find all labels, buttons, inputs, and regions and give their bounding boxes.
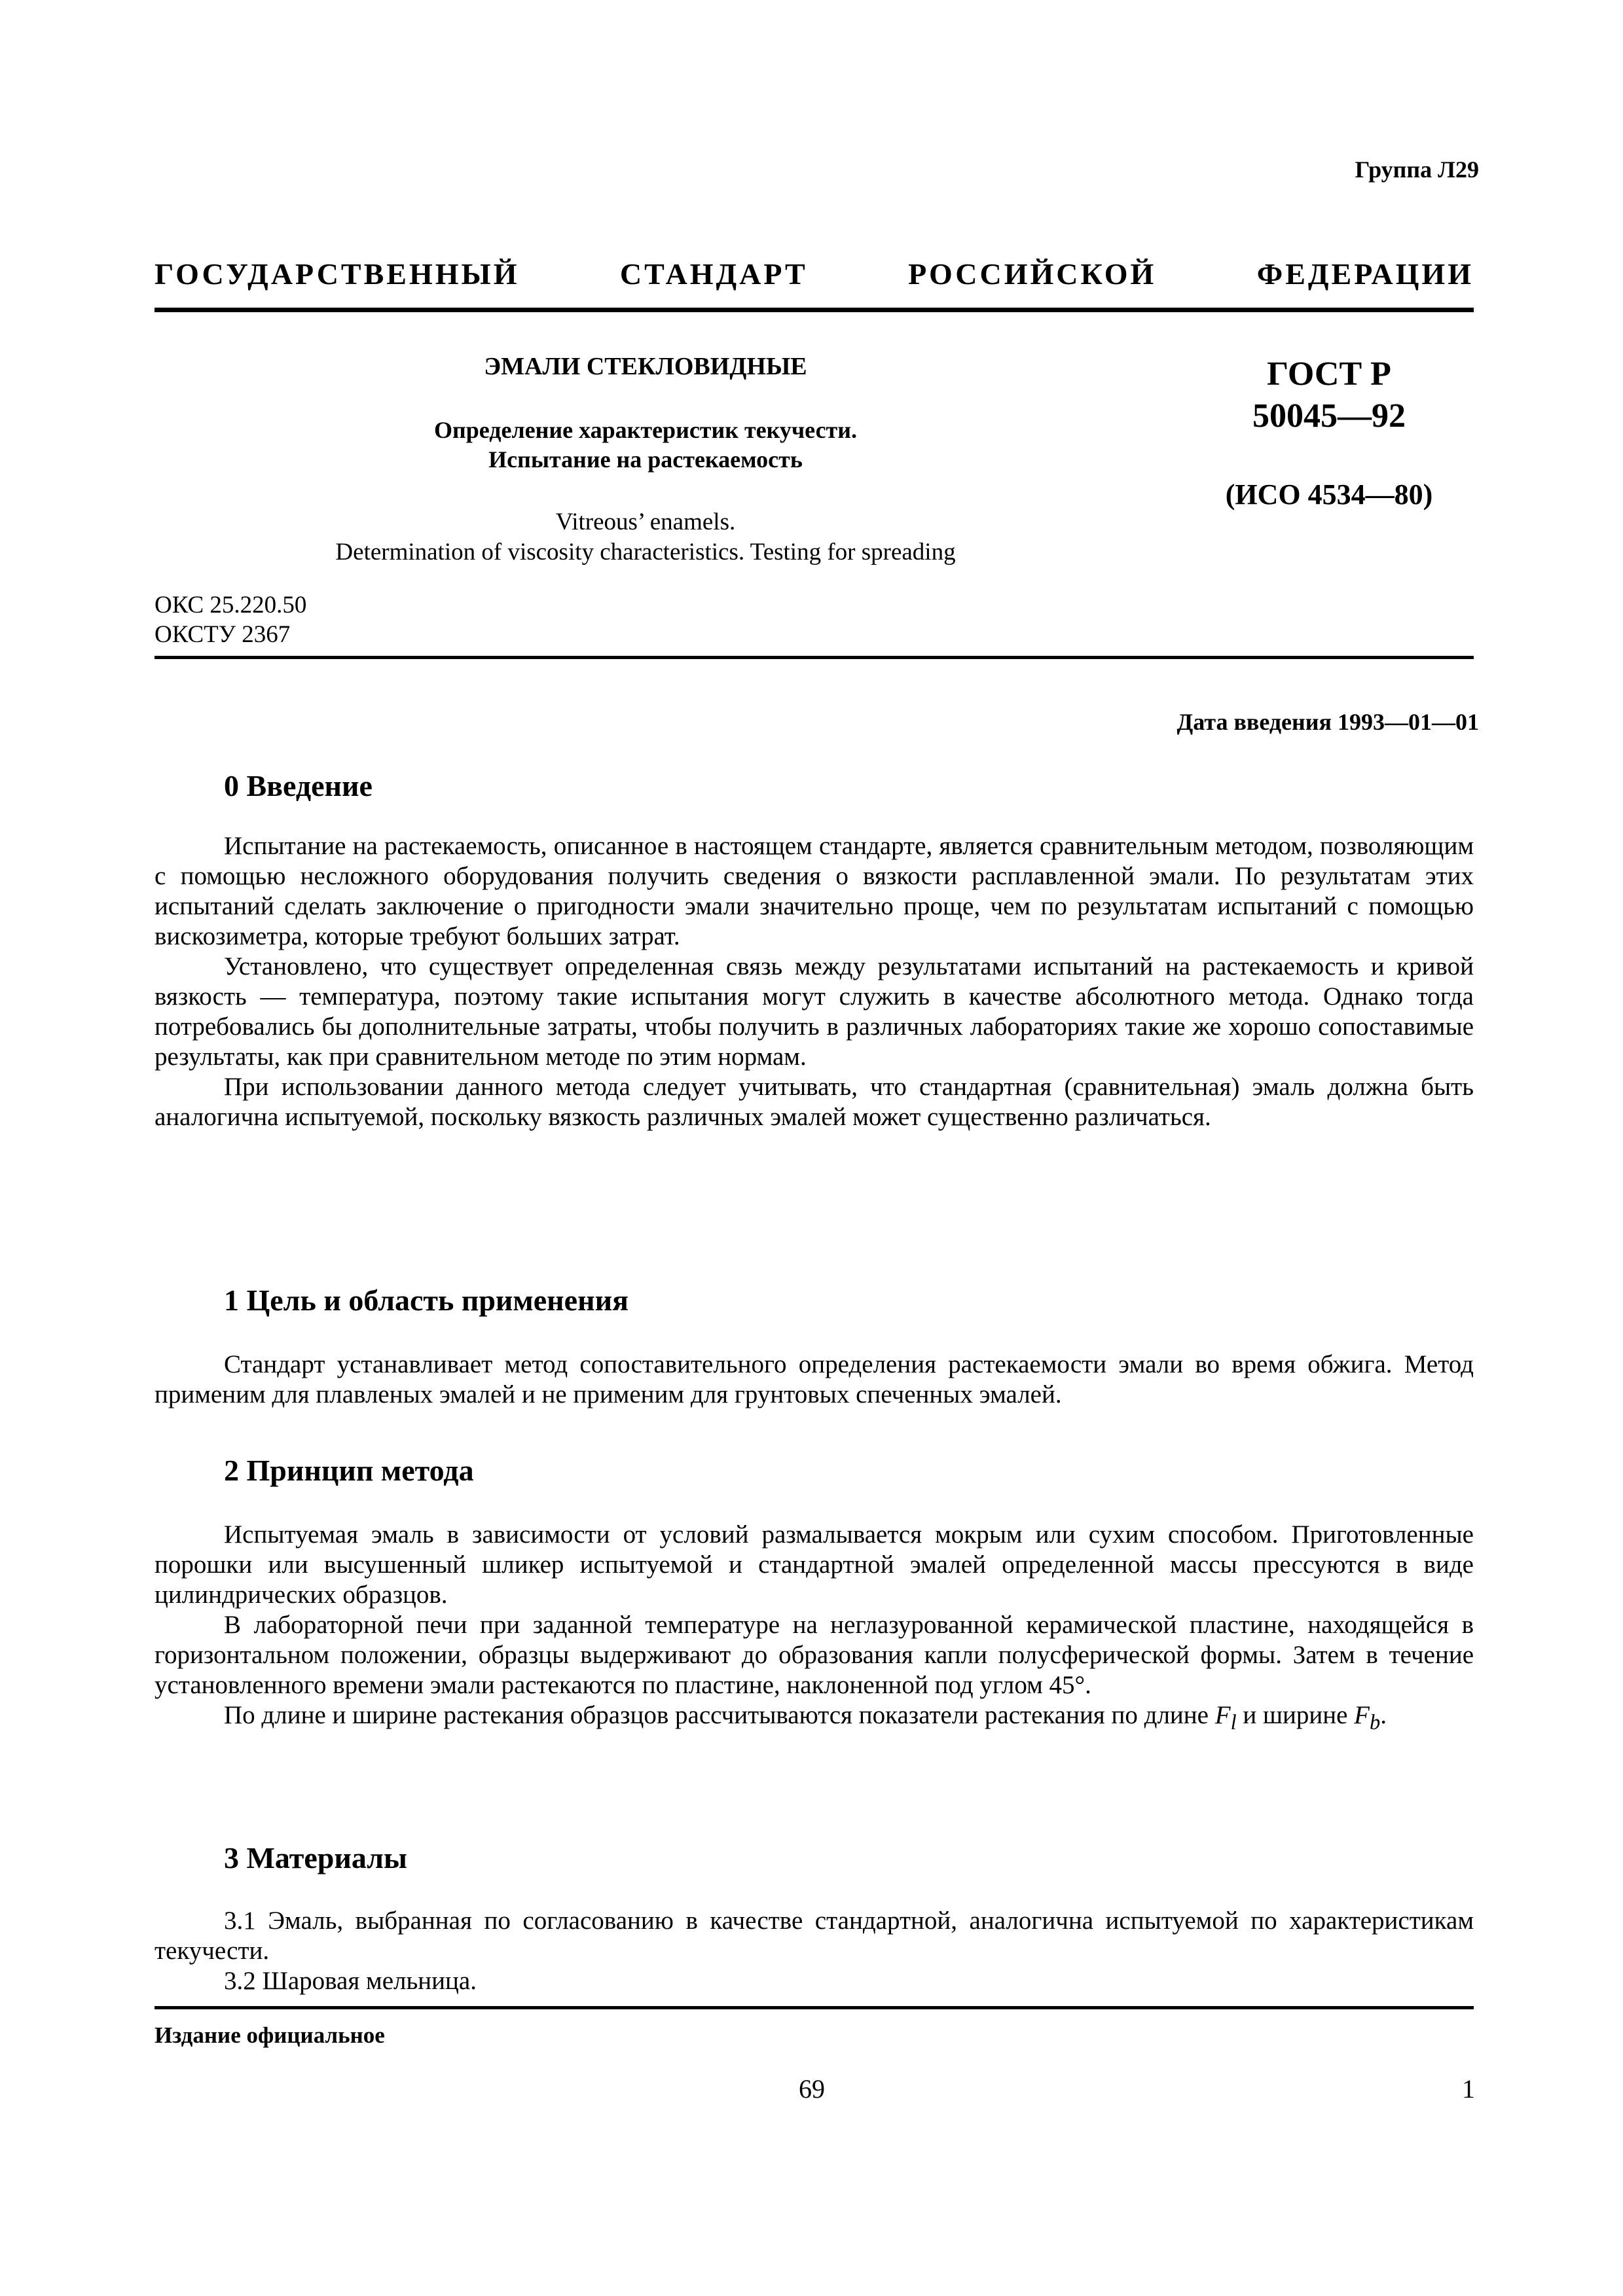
section-0-heading: 0 Введение	[224, 769, 373, 802]
section-0-paragraph-3: При использовании данного метода следует учитывать, что стандартная (сравнительная) эмаль должна быть аналогична испытуемой, поскольку вязкость различных эмалей может существенно различаться.	[155, 1073, 1474, 1131]
section-2-paragraph-2: В лабораторной печи при заданной температуре на неглазурованной керамической пластине, находящейся в горизонтальном положении, образцы выдерживают до образования капли полусферической формы. Затем в течение установленного времени эмали растекаются по пластине, наклоненной под углом 45°.	[155, 1611, 1474, 1699]
footer-rule	[155, 2006, 1474, 2009]
spread-text-end: .	[1380, 1701, 1387, 1729]
spread-text-before: По длине и ширине растекания образцов рассчитываются показатели растекания по длине	[224, 1701, 1215, 1729]
collection-page-number: 69	[799, 2074, 825, 2104]
iso-reference: (ИСО 4534—80)	[1225, 478, 1433, 511]
section-1-heading: 1 Цель и область применения	[224, 1283, 629, 1317]
section-3-body	[155, 1906, 1474, 1996]
section-1-paragraph-1: Стандарт устанавливает метод сопоставительного определения растекаемости эмали во время обжига. Метод применим для плавленых эмалей и не применим для грунтовых спеченных эмалей.	[155, 1350, 1474, 1408]
document-title: ЭМАЛИ СТЕКЛОВИДНЫЕ	[484, 353, 807, 380]
official-edition-label: Издание официальное	[155, 2022, 385, 2048]
header-bottom-rule	[155, 656, 1474, 659]
gost-designation-line-1: ГОСТ Р	[1267, 355, 1391, 393]
section-3-paragraph-2: 3.2 Шаровая мельница.	[224, 1967, 477, 1995]
group-label: Группа Л29	[1355, 156, 1479, 183]
section-0-paragraph-1: Испытание на растекаемость, описанное в настоящем стандарте, является сравнительным методом, позволяющим с помощью несложного оборудования получить сведения о вязкости расплавленной эмали. По результатам этих испытаний сделать заключение о пригодности эмали значительно проще, чем по результатам испытаний с помощью вискозиметра, которые требуют больших затрат.	[155, 832, 1474, 950]
subtitle-line-1: Определение характеристик текучести.	[434, 417, 857, 443]
length-symbol: $F_l$	[1214, 1701, 1237, 1734]
section-2-paragraph-1: Испытуемая эмаль в зависимости от условий размалывается мокрым или сухим способом. Приготовленные порошки или высушенный шликер испытуемой и стандартной эмалей определенной массы прессуются в виде цилиндрических образцов.	[155, 1520, 1474, 1609]
subtitle-line-2: Испытание на растекаемость	[488, 446, 803, 473]
introduction-date: Дата введения 1993—01—01	[1176, 709, 1479, 735]
okstu-code: ОКСТУ 2367	[155, 621, 291, 648]
state-standard-title: ГОСУДАРСТВЕННЫЙ СТАНДАРТ РОССИЙСКОЙ ФЕДЕРАЦИИ	[155, 257, 1474, 291]
width-subscript: b	[1370, 1710, 1381, 1734]
top-rule	[155, 308, 1474, 312]
length-subscript: l	[1230, 1710, 1237, 1734]
gost-designation	[1172, 353, 1486, 437]
gost-designation-line-2: 50045—92	[1252, 397, 1406, 435]
document-page-number: 1	[1462, 2074, 1475, 2104]
section-0-body	[155, 831, 1474, 1132]
spread-text-middle: и ширине	[1236, 1701, 1355, 1729]
english-title-line-2: Determination of viscosity characteristics. Testing for spreading	[335, 539, 956, 565]
section-2-body	[155, 1520, 1474, 1738]
section-2-paragraph-3	[155, 1700, 1474, 1738]
width-symbol: $F_b$	[1354, 1701, 1381, 1734]
section-0-paragraph-2: Установлено, что существует определенная связь между результатами испытаний на растекаемость и кривой вязкость — температура, поэтому такие испытания могут служить в качестве абсолютного метода. Однако тогда потребовались бы дополнительные затраты, чтобы получить в различных лабораториях такие же хорошо сопоставимые результаты, как при сравнительном методе по этим нормам.	[155, 952, 1474, 1071]
section-2-heading: 2 Принцип метода	[224, 1454, 474, 1487]
oks-code: ОКС 25.220.50	[155, 592, 307, 619]
classification-codes	[155, 590, 306, 649]
english-title-line-1: Vitreous’ enamels.	[555, 509, 736, 535]
section-3-paragraph-1: 3.1 Эмаль, выбранная по согласованию в качестве стандартной, аналогична испытуемой по характеристикам текучести.	[155, 1907, 1474, 1965]
section-3-heading: 3 Материалы	[224, 1841, 407, 1874]
section-1-body	[155, 1350, 1474, 1410]
